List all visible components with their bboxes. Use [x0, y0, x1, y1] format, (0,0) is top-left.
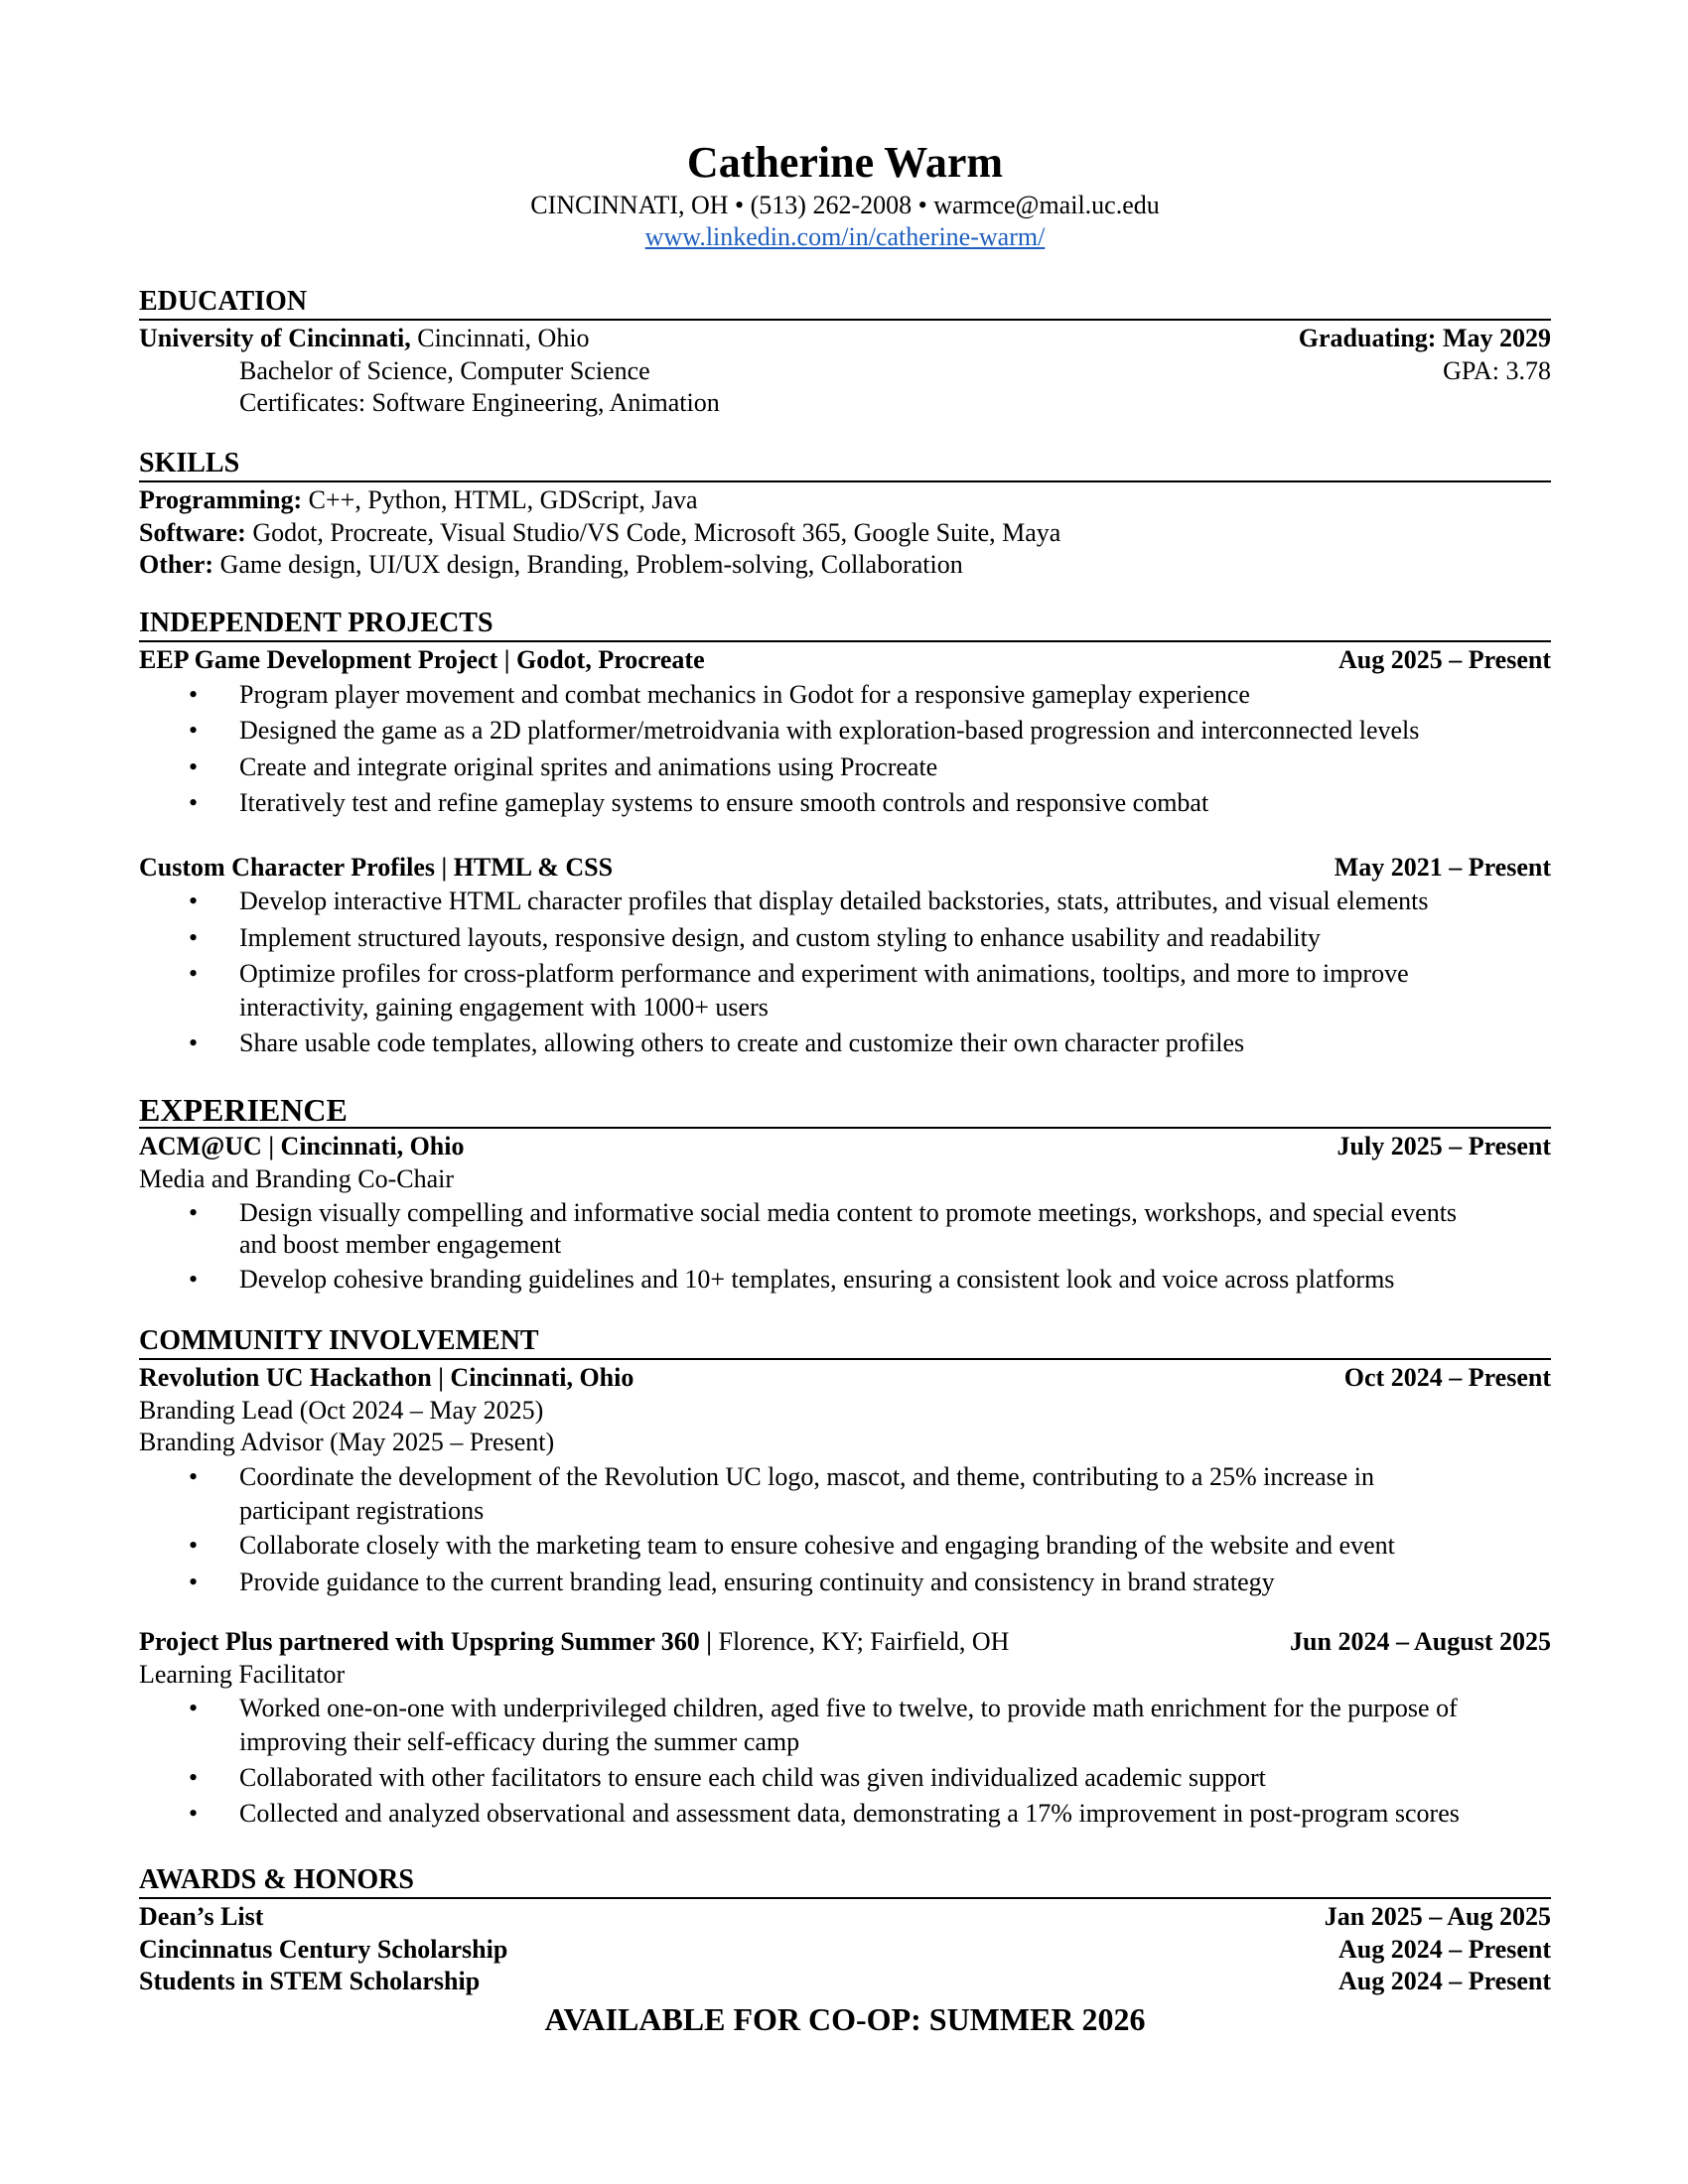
skills-section — [139, 447, 1551, 582]
list-item: • Implement structured layouts, responsive design, and custom styling to enhance usability and readability — [189, 922, 1321, 952]
list-item: • Worked one-on-one with underprivileged children, aged five to twelve, to provide math enrichment for the purpose of — [189, 1694, 1458, 1722]
skill-value: C++, Python, HTML, GDScript, Java — [302, 485, 698, 514]
community-role: Learning Facilitator — [139, 1659, 346, 1689]
section-title-community: COMMUNITY INVOLVEMENT — [139, 1324, 1551, 1360]
experience-bullets — [139, 1195, 1551, 1297]
award-name: Cincinnatus Century Scholarship — [139, 1934, 508, 1964]
experience-role-row — [139, 1163, 1551, 1196]
project-date: Aug 2025 – Present — [1337, 645, 1551, 674]
list-item-continuation: interactivity, gaining engagement with 1000+ users — [239, 993, 769, 1022]
project-header — [139, 852, 1551, 885]
skill-label: Other: — [139, 550, 214, 579]
list-item: • Designed the game as a 2D platformer/metroidvania with exploration-based progression and interconnected levels — [189, 716, 1420, 745]
community-role: Branding Advisor (May 2025 – Present) — [139, 1428, 555, 1456]
awards-section — [139, 1863, 1551, 1998]
linkedin-line — [139, 220, 1551, 254]
community-section — [139, 1324, 1551, 1833]
project-bullets — [139, 884, 1551, 1060]
list-item: • Develop interactive HTML character profiles that display detailed backstories, stats, attributes, and visual elements — [189, 887, 1429, 915]
skills-row — [139, 517, 1551, 550]
list-item: • Program player movement and combat mechanics in Godot for a responsive gameplay experience — [189, 679, 1250, 709]
project-header — [139, 644, 1551, 677]
community-bullets — [139, 1691, 1551, 1831]
community-date: Oct 2024 – Present — [1343, 1363, 1551, 1392]
contact-line: CINCINNATI, OH • (513) 262-2008 • warmce@mail.uc.edu — [530, 191, 1160, 219]
list-item: • Design visually compelling and informative social media content to promote meetings, workshops, and special events — [189, 1198, 1458, 1227]
experience-role: Media and Branding Co-Chair — [139, 1163, 454, 1193]
list-item-continuation: improving their self-efficacy during the summer camp — [239, 1727, 800, 1756]
experience-header — [139, 1131, 1551, 1163]
community-org: Project Plus partnered with Upspring Summer 360 | — [139, 1627, 712, 1656]
list-item: • Coordinate the development of the Revolution UC logo, mascot, and theme, contributing to a 25% increase in — [189, 1461, 1375, 1491]
community-header — [139, 1362, 1551, 1395]
list-item: • Develop cohesive branding guidelines and 10+ templates, ensuring a consistent look and voice across platforms — [189, 1264, 1395, 1294]
linkedin-link[interactable]: www.linkedin.com/in/catherine-warm/ — [644, 222, 1046, 251]
projects-section — [139, 607, 1551, 1061]
list-item: • Collected and analyzed observational and assessment data, demonstrating a 17% improvement in post-program scores — [189, 1799, 1460, 1828]
experience-org: ACM@UC | Cincinnati, Ohio — [139, 1132, 465, 1160]
skill-value: Godot, Procreate, Visual Studio/VS Code, Microsoft 365, Google Suite, Maya — [245, 517, 1061, 547]
section-title-experience: EXPERIENCE — [139, 1093, 1551, 1129]
skill-label: Programming: — [139, 485, 303, 514]
community-org: Revolution UC Hackathon | Cincinnati, Ohio — [139, 1363, 634, 1392]
list-item: • Iteratively test and refine gameplay systems to ensure smooth controls and responsive combat — [189, 788, 1209, 817]
certificates: Certificates: Software Engineering, Animation — [239, 388, 720, 417]
list-item: • Optimize profiles for cross-platform performance and experiment with animations, tooltips, and more to improve — [189, 959, 1409, 988]
community-location: Florence, KY; Fairfield, OH — [712, 1627, 1010, 1656]
section-title-skills: SKILLS — [139, 447, 1551, 482]
award-name: Dean’s List — [139, 1902, 264, 1931]
skill-label: Software: — [139, 517, 246, 547]
list-item: • Create and integrate original sprites and animations using Procreate — [189, 751, 938, 781]
project-name: EEP Game Development Project | Godot, Procreate — [139, 645, 705, 674]
award-date: Aug 2024 – Present — [1337, 1967, 1551, 1995]
list-item: • Collaborated with other facilitators to ensure each child was given individualized academic support — [189, 1762, 1266, 1792]
award-row — [139, 1901, 1551, 1934]
list-item-continuation: participant registrations — [239, 1495, 485, 1525]
community-role-row — [139, 1427, 1551, 1459]
gpa: GPA: 3.78 — [1443, 355, 1551, 385]
list-item-continuation: and boost member engagement — [239, 1230, 562, 1259]
project-bullets — [139, 677, 1551, 821]
project-date: May 2021 – Present — [1334, 852, 1551, 882]
list-item: • Collaborate closely with the marketing team to ensure cohesive and engaging branding of the website and event — [189, 1531, 1395, 1560]
graduation-date: Graduating: May 2029 — [1298, 324, 1551, 352]
school-location: Cincinnati, Ohio — [410, 324, 590, 352]
award-name: Students in STEM Scholarship — [139, 1967, 481, 1995]
project-name: Custom Character Profiles | HTML & CSS — [139, 852, 614, 882]
community-role-row — [139, 1395, 1551, 1428]
section-title-education: EDUCATION — [139, 285, 1551, 321]
community-header — [139, 1626, 1551, 1659]
education-certificates-row — [139, 387, 1551, 420]
candidate-name: Catherine Warm — [686, 138, 1004, 187]
community-date: Jun 2024 – August 2025 — [1290, 1627, 1551, 1656]
list-item: • Provide guidance to the current branding lead, ensuring continuity and consistency in brand strategy — [189, 1567, 1275, 1596]
community-bullets — [139, 1459, 1551, 1599]
community-role-row — [139, 1659, 1551, 1692]
availability-banner: AVAILABLE FOR CO-OP: SUMMER 2026 — [544, 2001, 1146, 2037]
school-name: University of Cincinnati, — [139, 324, 411, 352]
education-school-row — [139, 323, 1551, 355]
section-title-awards: AWARDS & HONORS — [139, 1863, 1551, 1899]
section-title-projects: INDEPENDENT PROJECTS — [139, 607, 1551, 642]
experience-date: July 2025 – Present — [1336, 1132, 1551, 1160]
experience-section — [139, 1093, 1551, 1297]
education-section — [139, 285, 1551, 420]
award-date: Jan 2025 – Aug 2025 — [1324, 1902, 1551, 1931]
skills-row — [139, 484, 1551, 517]
degree: Bachelor of Science, Computer Science — [239, 355, 650, 385]
community-role: Branding Lead (Oct 2024 – May 2025) — [139, 1395, 544, 1425]
education-degree-row — [139, 355, 1551, 388]
award-row — [139, 1966, 1551, 1998]
skills-row — [139, 549, 1551, 582]
award-row — [139, 1934, 1551, 1967]
award-date: Aug 2024 – Present — [1337, 1934, 1551, 1964]
list-item: • Share usable code templates, allowing others to create and customize their own character profiles — [189, 1027, 1245, 1057]
skill-value: Game design, UI/UX design, Branding, Problem-solving, Collaboration — [213, 550, 963, 579]
